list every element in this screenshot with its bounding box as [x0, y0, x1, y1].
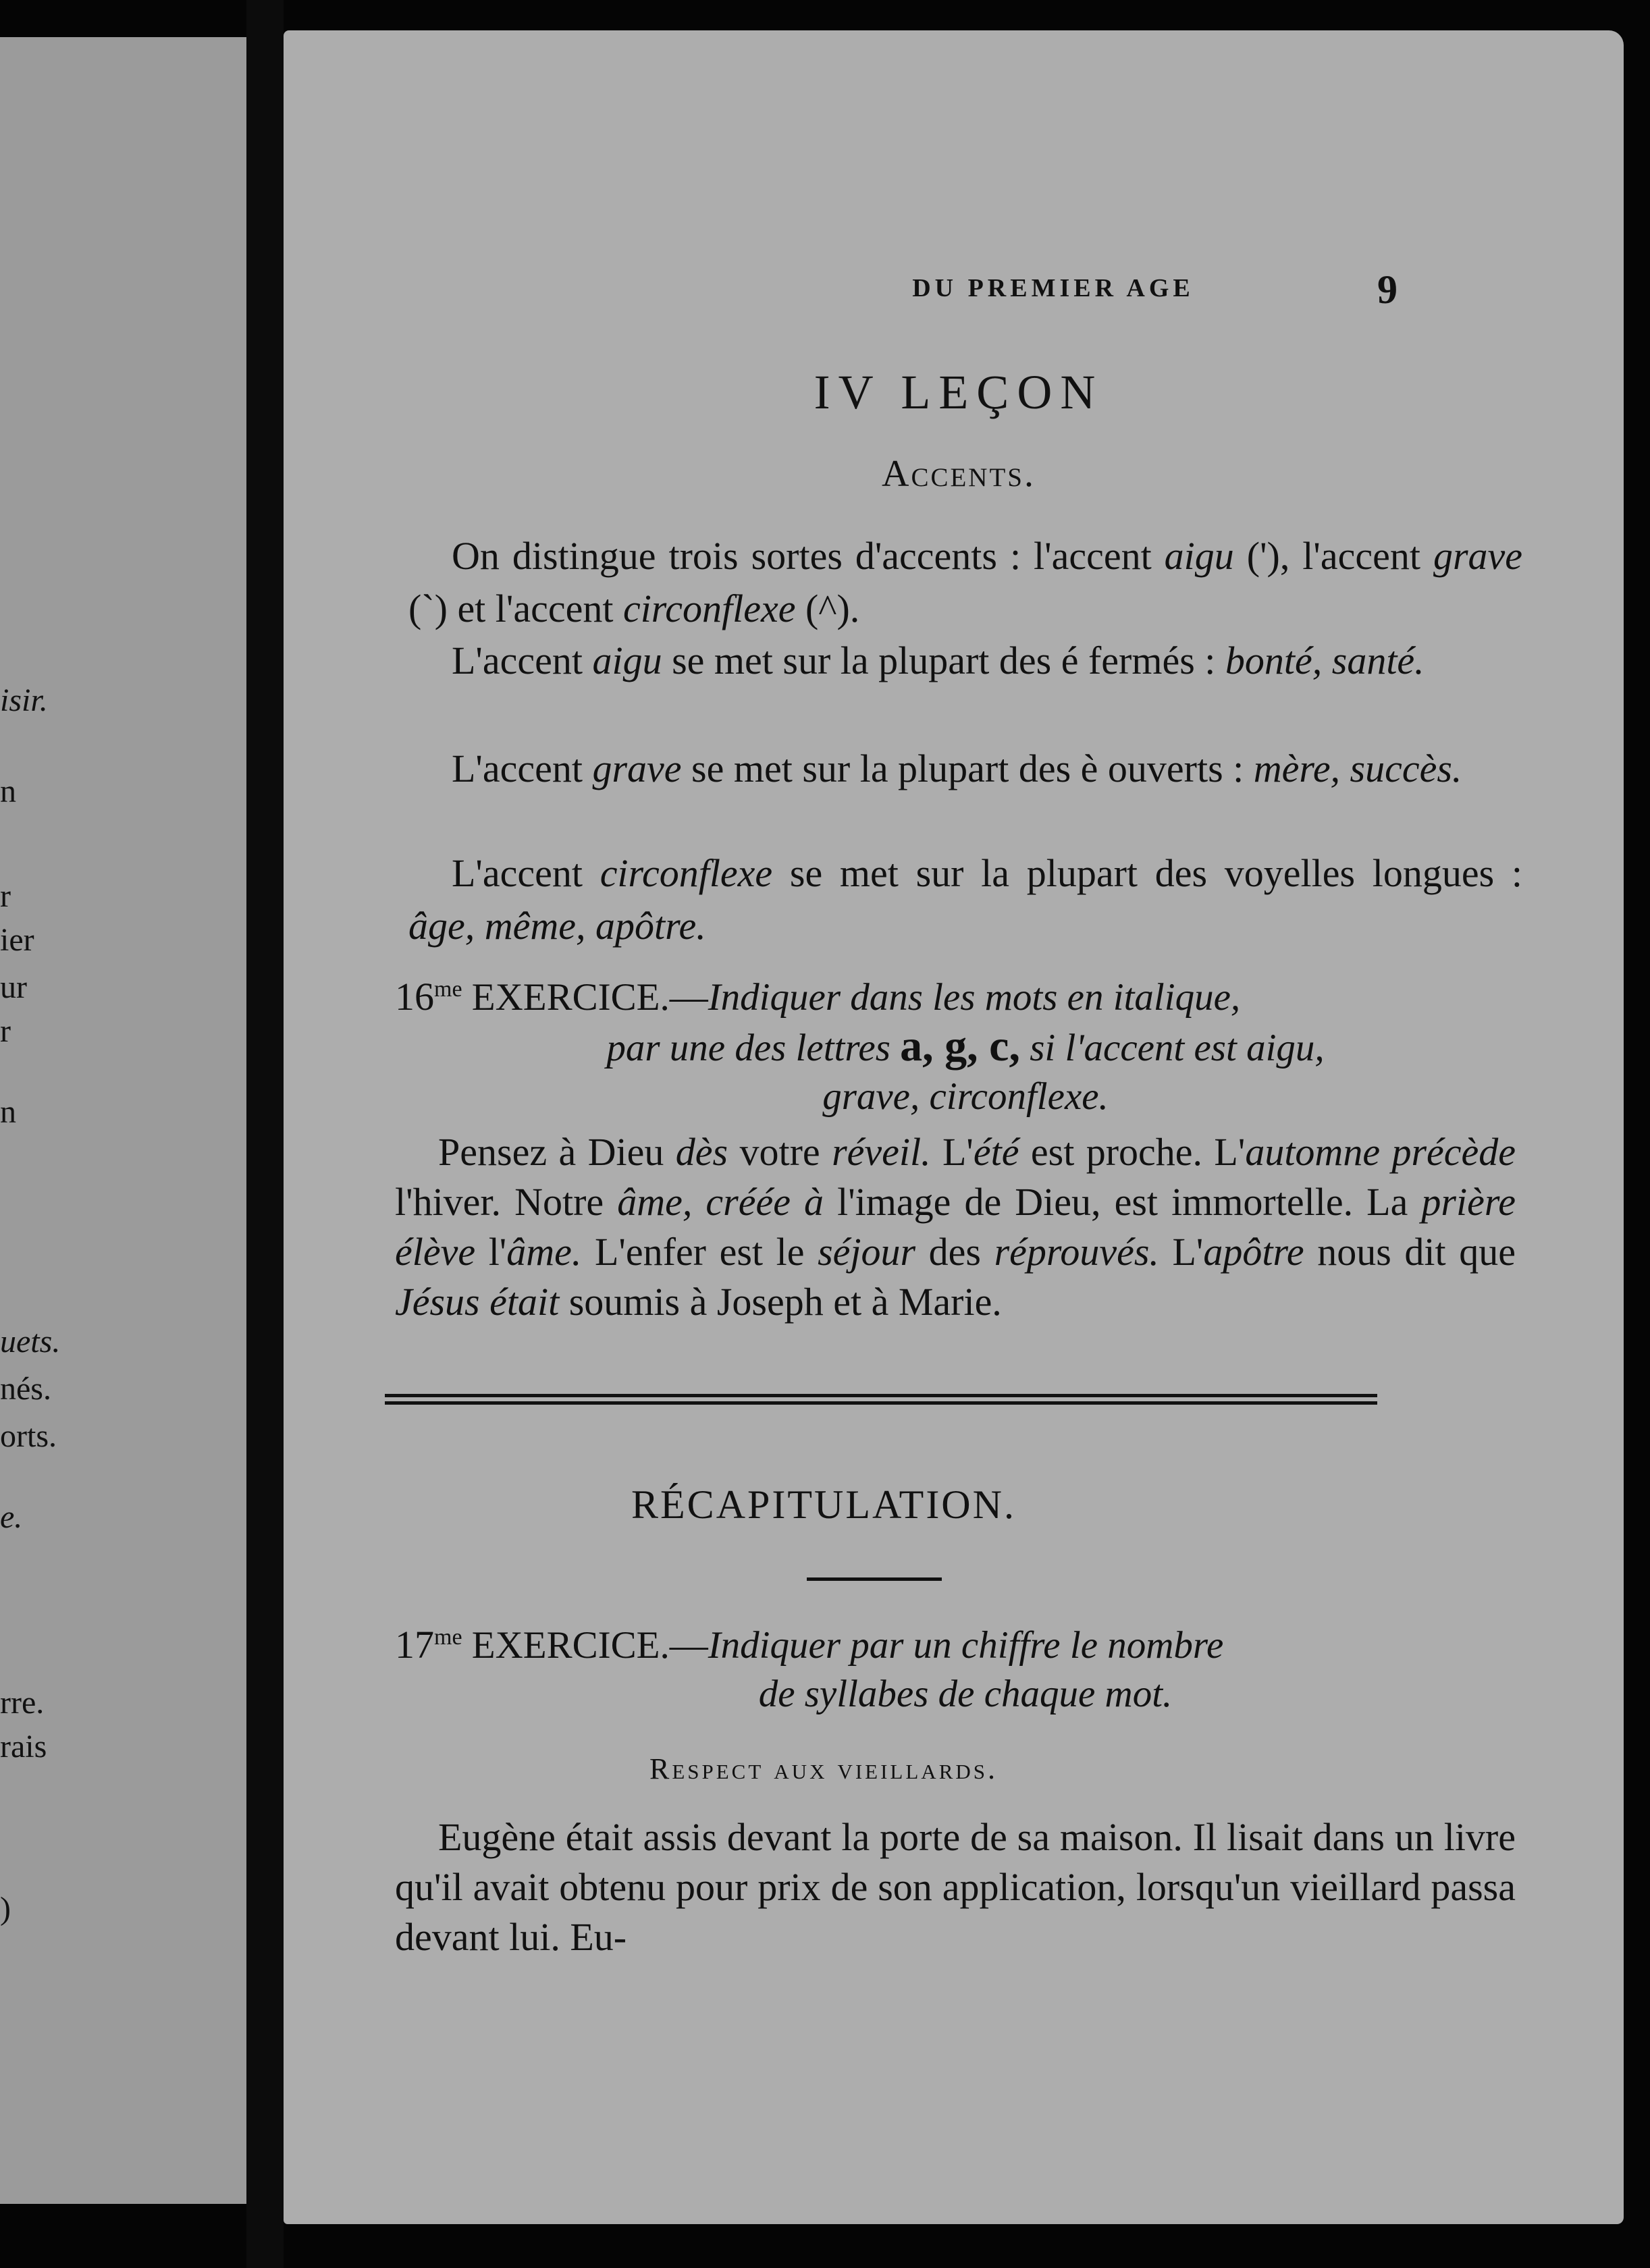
page-number: 9: [1377, 267, 1398, 312]
book-gutter: [246, 0, 284, 2268]
text-run: des: [915, 1230, 994, 1274]
exercise-16-text: [395, 1127, 1516, 1327]
italic-word: réprouvés.: [994, 1230, 1159, 1274]
left-fragment: isir.: [0, 682, 48, 718]
left-fragment: ier: [0, 922, 34, 958]
italic-word: automne précède: [1245, 1130, 1516, 1174]
exercise-17-text: Eugène était assis devant la porte de sa maison. Il lisait dans un livre qu'il avait obtenu pour prix de son application, lorsqu'un vieillard passa devant lui. Eu-: [395, 1815, 1516, 1959]
left-fragment: nés.: [0, 1371, 51, 1407]
running-head: DU PREMIER AGE: [912, 274, 1194, 302]
text-run: L': [1159, 1230, 1204, 1274]
text-run: soumis à Joseph et à Marie.: [559, 1280, 1002, 1324]
left-fragment: e.: [0, 1499, 23, 1535]
text-run: l'hiver. Notre: [395, 1180, 618, 1224]
rule-paragraph-grave: L'accent grave se met sur la plupart des è ouverts : mère, succès.: [452, 747, 1462, 790]
text-run: nous dit que: [1304, 1230, 1516, 1274]
text-run: L': [930, 1130, 974, 1174]
rule-paragraph-accents: On distingue trois sortes d'accents : l'accent aigu ('), l'accent grave (`) et l'accent circonflexe (^).: [408, 534, 1522, 630]
left-fragment: ur: [0, 969, 27, 1005]
text-run: L'enfer est le: [581, 1230, 818, 1274]
double-rule-divider: [385, 1394, 1377, 1405]
left-fragment: uets.: [0, 1324, 61, 1359]
short-rule-divider: [807, 1577, 942, 1581]
italic-word: âme, créée à: [617, 1180, 824, 1224]
left-page-fragment: [0, 37, 246, 2204]
exercise-17-heading: $17^{me}$ EXERCICE.—Indiquer par un chiffre le nombre de syllabes de chaque mot.: [395, 1623, 1224, 1715]
italic-word: Jésus était: [395, 1280, 560, 1324]
italic-word: été: [973, 1130, 1019, 1174]
italic-word: prière élève: [395, 1180, 1516, 1274]
exercise-16-heading: $16^{me}$ EXERCICE.—Indiquer dans les mots en italique, par une des lettres a, g, c, si l'accent est aigu, grave, circonflexe.: [395, 975, 1325, 1118]
section-title: Accents.: [882, 453, 1036, 495]
left-fragment: r: [0, 878, 11, 914]
book-page: [284, 30, 1624, 2224]
rule-paragraph-aigu: L'accent aigu se met sur la plupart des é fermés : bonté, santé.: [452, 639, 1425, 682]
lesson-title: IV LEÇON: [814, 365, 1104, 419]
text-run: est proche. L': [1019, 1130, 1246, 1174]
text-run: Pensez à Dieu: [438, 1130, 676, 1174]
left-fragment: ): [0, 1891, 11, 1926]
left-fragment: n: [0, 774, 16, 809]
italic-word: réveil.: [832, 1130, 931, 1174]
text-run: l'image de Dieu, est immortelle. La: [824, 1180, 1422, 1224]
italic-word: âme.: [506, 1230, 582, 1274]
left-fragment: orts.: [0, 1418, 57, 1454]
italic-word: dès: [675, 1130, 728, 1174]
rule-paragraph-circonflexe: L'accent circonflexe se met sur la plupart des voyelles longues : âge, même, apôtre.: [408, 851, 1523, 948]
story-title: Respect aux vieillards.: [649, 1752, 998, 1785]
italic-word: séjour: [818, 1230, 916, 1274]
left-fragment: n: [0, 1094, 16, 1130]
left-fragment: rais: [0, 1729, 47, 1764]
left-fragment: rre.: [0, 1685, 45, 1721]
italic-word: apôtre: [1203, 1230, 1304, 1274]
left-fragment: r: [0, 1013, 11, 1049]
text-run: votre: [728, 1130, 832, 1174]
text-run: l': [475, 1230, 507, 1274]
recapitulation-title: RÉCAPITULATION.: [631, 1482, 1016, 1527]
